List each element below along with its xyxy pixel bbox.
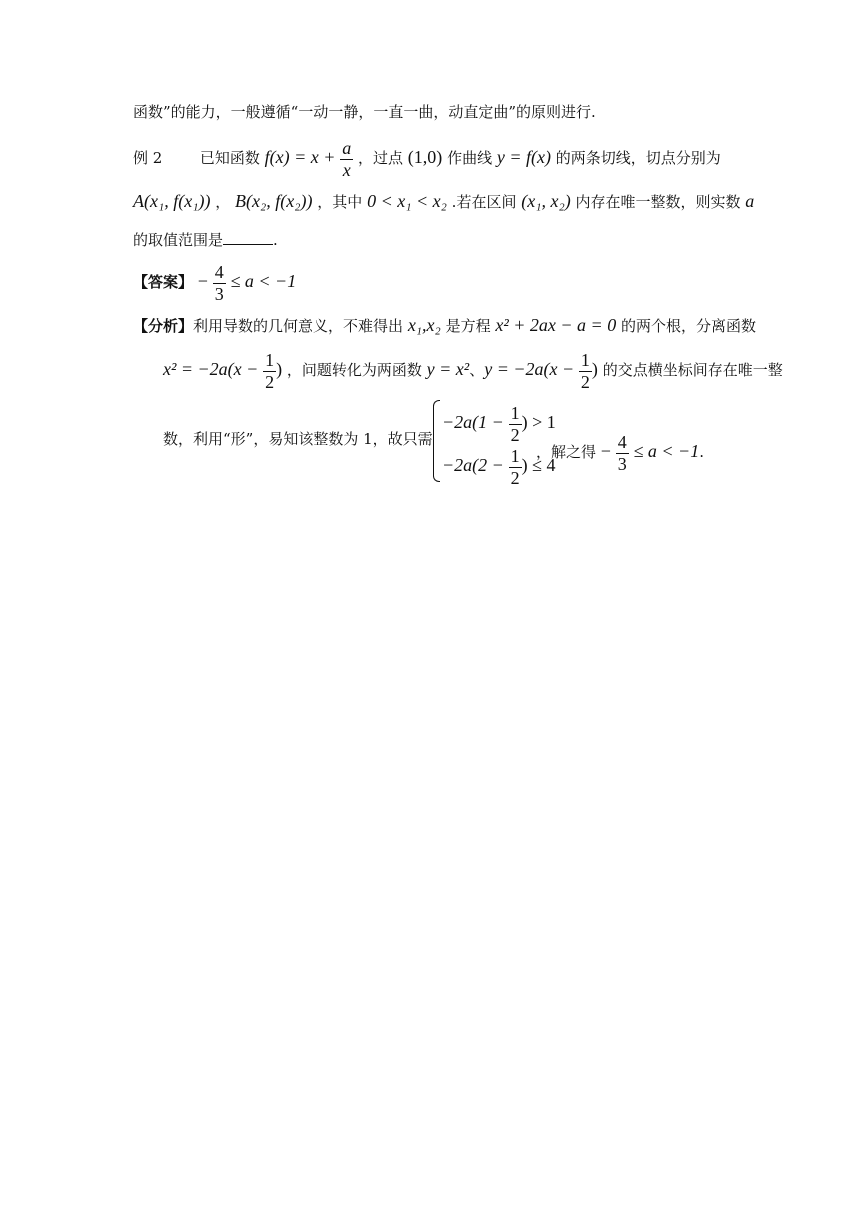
paren: )	[276, 359, 283, 380]
analysis-text: ，解之得	[536, 443, 597, 462]
example-text: 已知函数	[199, 149, 260, 168]
system-eq-1-lhs: −2a(1 −	[442, 412, 504, 433]
minus-sign: −	[197, 271, 208, 292]
tangent-point-a: A(x₁, f(x₁))	[133, 191, 211, 211]
period: .	[699, 443, 704, 462]
separator: 、	[469, 361, 485, 380]
period: .	[273, 231, 278, 249]
analysis-line-3-text	[163, 432, 433, 447]
point: (1,0)	[407, 147, 443, 168]
result-inequality: ≤ a < −1	[633, 441, 700, 462]
example-text: ，过点	[358, 149, 404, 168]
example-line-3	[133, 230, 278, 248]
analysis-text: 的交点横坐标间存在唯一整	[602, 361, 783, 380]
analysis-text: 利用导数的几何意义，不难得出	[193, 317, 404, 335]
fraction-four-thirds: $\frac{4}{3}$	[617, 432, 627, 474]
function-2: y = −2a(x −	[484, 359, 575, 380]
intro-text: 函数”的能力，一般遵循“一动一静，一直一曲，动直定曲”的原则进行.	[133, 103, 596, 121]
example-line-2: A(x₁, f(x₁)) ， B(x₂, f(x₂)) ，其中 0 < x₁ < x₂ .若在区间 (x₁, x₂) 内存在唯一整数，则实数 a	[133, 191, 755, 211]
interval: (x₁, x₂)	[521, 191, 571, 211]
inequality: 0 < x₁ < x₂	[367, 191, 447, 211]
example-text: 作曲线	[447, 149, 493, 168]
answer-blank	[223, 230, 273, 245]
example-text: .若在区间	[451, 193, 517, 211]
system-eq-2-rhs: ) ≤ 4	[521, 455, 556, 476]
analysis-text: 数，利用“形”，易知该整数为 1，故只需	[163, 430, 433, 448]
example-line-1	[133, 138, 721, 180]
example-text: ，其中	[317, 193, 363, 211]
system-eq-1-rhs: ) > 1	[521, 412, 556, 433]
curve: y = f(x)	[496, 147, 551, 168]
analysis-text: ，问题转化为两函数	[286, 361, 422, 380]
function-definition: f(x) = x +	[264, 147, 336, 168]
system-brace	[433, 400, 440, 482]
answer-label: 【答案】	[133, 273, 194, 292]
example-label: 例 2	[133, 149, 163, 168]
answer-line	[133, 262, 296, 304]
fraction-a-over-x: $\frac{a}{x}$	[342, 138, 352, 180]
example-text: 的取值范围是	[133, 231, 224, 249]
example-text: 的两条切线，切点分别为	[555, 149, 721, 168]
tangent-point-b: B(x₂, f(x₂))	[235, 191, 313, 211]
analysis-result	[536, 432, 704, 474]
analysis-text: 的两个根，分离函数	[621, 317, 757, 335]
analysis-label: 【分析】	[133, 317, 194, 335]
analysis-text: 是方程	[445, 317, 491, 335]
paren: )	[591, 359, 598, 380]
function-1: y = x²	[426, 359, 470, 380]
separated-function: x² = −2a(x −	[163, 359, 259, 380]
example-text: 内存在唯一整数，则实数	[575, 193, 741, 211]
fraction-four-thirds: $\frac{4}{3}$	[214, 262, 224, 304]
roots: x₁,x₂	[407, 315, 441, 335]
fraction-one-half: $\frac{1}{2}$	[265, 350, 275, 392]
minus-sign: −	[600, 441, 611, 462]
fraction-one-half: $\frac{1}{2}$	[510, 403, 520, 445]
system-eq-2-lhs: −2a(2 −	[442, 455, 504, 476]
answer-inequality: ≤ a < −1	[230, 271, 297, 292]
quadratic-equation: x² + 2ax − a = 0	[495, 315, 617, 335]
fraction-one-half: $\frac{1}{2}$	[580, 350, 590, 392]
fraction-one-half: $\frac{1}{2}$	[510, 446, 520, 488]
analysis-line-2	[163, 350, 783, 392]
variable-a: a	[745, 191, 755, 211]
analysis-line-1	[133, 316, 756, 334]
